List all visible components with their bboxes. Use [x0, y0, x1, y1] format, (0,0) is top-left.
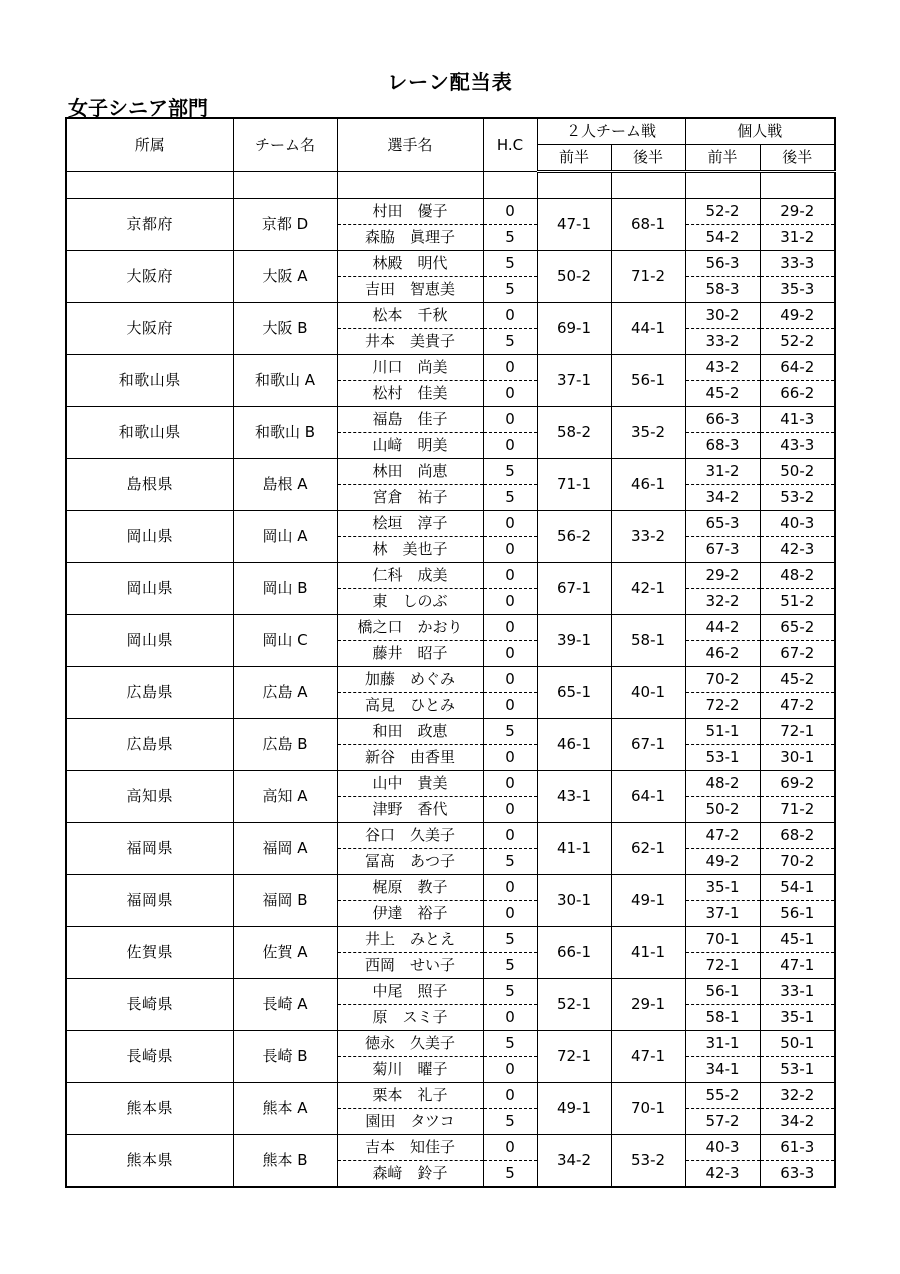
- team-first-half-lane: 39-1: [537, 615, 611, 667]
- indiv-first-half-lane: 34-2: [685, 485, 760, 511]
- header-team-second-half: 後半: [611, 145, 685, 172]
- team-name-cell: 大阪 B: [233, 303, 337, 355]
- table-row: [66, 927, 835, 953]
- indiv-first-half-lane: 44-2: [685, 615, 760, 641]
- player-name-cell: 森脇 眞理子: [337, 225, 483, 251]
- indiv-first-half-lane: 29-2: [685, 563, 760, 589]
- table-row: [66, 511, 835, 537]
- hc-cell: 0: [483, 797, 537, 823]
- player-name-cell: 園田 タツコ: [337, 1109, 483, 1135]
- hc-cell: 0: [483, 511, 537, 537]
- team-name-cell: 広島 A: [233, 667, 337, 719]
- player-name-cell: 松村 佳美: [337, 381, 483, 407]
- affiliation-cell: 広島県: [66, 667, 233, 719]
- table-row: [66, 667, 835, 693]
- affiliation-cell: 熊本県: [66, 1083, 233, 1135]
- indiv-first-half-lane: 35-1: [685, 875, 760, 901]
- player-name-cell: 徳永 久美子: [337, 1031, 483, 1057]
- team-name-cell: 熊本 B: [233, 1135, 337, 1188]
- team-second-half-lane: 33-2: [611, 511, 685, 563]
- player-name-cell: 加藤 めぐみ: [337, 667, 483, 693]
- indiv-first-half-lane: 54-2: [685, 225, 760, 251]
- indiv-second-half-lane: 45-1: [760, 927, 835, 953]
- indiv-first-half-lane: 67-3: [685, 537, 760, 563]
- hc-cell: 5: [483, 485, 537, 511]
- indiv-first-half-lane: 40-3: [685, 1135, 760, 1161]
- hc-cell: 5: [483, 927, 537, 953]
- player-name-cell: 橋之口 かおり: [337, 615, 483, 641]
- indiv-second-half-lane: 48-2: [760, 563, 835, 589]
- player-name-cell: 井本 美貴子: [337, 329, 483, 355]
- team-second-half-lane: 49-1: [611, 875, 685, 927]
- hc-cell: 0: [483, 901, 537, 927]
- section-title: 女子シニア部門: [68, 96, 208, 120]
- indiv-second-half-lane: 69-2: [760, 771, 835, 797]
- hc-cell: 0: [483, 1057, 537, 1083]
- player-name-cell: 冨髙 あつ子: [337, 849, 483, 875]
- hc-cell: 0: [483, 381, 537, 407]
- player-name-cell: 伊達 裕子: [337, 901, 483, 927]
- hc-cell: 0: [483, 407, 537, 433]
- player-name-cell: 桧垣 淳子: [337, 511, 483, 537]
- table-row: [66, 251, 835, 277]
- affiliation-cell: 大阪府: [66, 251, 233, 303]
- hc-cell: 0: [483, 875, 537, 901]
- team-name-cell: 和歌山 B: [233, 407, 337, 459]
- affiliation-cell: 福岡県: [66, 875, 233, 927]
- indiv-second-half-lane: 35-3: [760, 277, 835, 303]
- indiv-first-half-lane: 45-2: [685, 381, 760, 407]
- team-second-half-lane: 44-1: [611, 303, 685, 355]
- indiv-second-half-lane: 52-2: [760, 329, 835, 355]
- indiv-first-half-lane: 49-2: [685, 849, 760, 875]
- indiv-first-half-lane: 70-2: [685, 667, 760, 693]
- team-second-half-lane: 64-1: [611, 771, 685, 823]
- indiv-second-half-lane: 42-3: [760, 537, 835, 563]
- hc-cell: 0: [483, 615, 537, 641]
- team-name-cell: 岡山 A: [233, 511, 337, 563]
- indiv-second-half-lane: 29-2: [760, 199, 835, 225]
- indiv-first-half-lane: 50-2: [685, 797, 760, 823]
- indiv-second-half-lane: 33-1: [760, 979, 835, 1005]
- hc-cell: 5: [483, 329, 537, 355]
- hc-cell: 0: [483, 693, 537, 719]
- indiv-first-half-lane: 53-1: [685, 745, 760, 771]
- player-name-cell: 藤井 昭子: [337, 641, 483, 667]
- player-name-cell: 福島 佳子: [337, 407, 483, 433]
- indiv-second-half-lane: 53-1: [760, 1057, 835, 1083]
- affiliation-cell: 和歌山県: [66, 355, 233, 407]
- indiv-second-half-lane: 51-2: [760, 589, 835, 615]
- indiv-first-half-lane: 31-2: [685, 459, 760, 485]
- player-name-cell: 東 しのぶ: [337, 589, 483, 615]
- player-name-cell: 宮倉 祐子: [337, 485, 483, 511]
- indiv-first-half-lane: 37-1: [685, 901, 760, 927]
- page-title: レーン配当表: [387, 70, 513, 94]
- team-second-half-lane: 46-1: [611, 459, 685, 511]
- team-second-half-lane: 71-2: [611, 251, 685, 303]
- header-player-name: 選手名: [337, 118, 483, 172]
- team-second-half-lane: 67-1: [611, 719, 685, 771]
- lane-table: [65, 117, 836, 1188]
- indiv-second-half-lane: 54-1: [760, 875, 835, 901]
- team-name-cell: 長崎 A: [233, 979, 337, 1031]
- team-first-half-lane: 30-1: [537, 875, 611, 927]
- team-second-half-lane: 47-1: [611, 1031, 685, 1083]
- indiv-first-half-lane: 65-3: [685, 511, 760, 537]
- team-second-half-lane: 41-1: [611, 927, 685, 979]
- table-row: [66, 615, 835, 641]
- team-second-half-lane: 29-1: [611, 979, 685, 1031]
- indiv-second-half-lane: 61-3: [760, 1135, 835, 1161]
- hc-cell: 5: [483, 849, 537, 875]
- affiliation-cell: 佐賀県: [66, 927, 233, 979]
- team-first-half-lane: 56-2: [537, 511, 611, 563]
- hc-cell: 0: [483, 771, 537, 797]
- indiv-second-half-lane: 33-3: [760, 251, 835, 277]
- indiv-first-half-lane: 72-1: [685, 953, 760, 979]
- team-first-half-lane: 71-1: [537, 459, 611, 511]
- indiv-first-half-lane: 30-2: [685, 303, 760, 329]
- hc-cell: 5: [483, 225, 537, 251]
- team-first-half-lane: 72-1: [537, 1031, 611, 1083]
- player-name-cell: 山中 貴美: [337, 771, 483, 797]
- indiv-second-half-lane: 35-1: [760, 1005, 835, 1031]
- indiv-first-half-lane: 66-3: [685, 407, 760, 433]
- indiv-second-half-lane: 50-2: [760, 459, 835, 485]
- indiv-second-half-lane: 71-2: [760, 797, 835, 823]
- affiliation-cell: 島根県: [66, 459, 233, 511]
- player-name-cell: 津野 香代: [337, 797, 483, 823]
- table-row: [66, 1031, 835, 1057]
- indiv-second-half-lane: 53-2: [760, 485, 835, 511]
- team-first-half-lane: 67-1: [537, 563, 611, 615]
- team-name-cell: 岡山 B: [233, 563, 337, 615]
- indiv-first-half-lane: 58-3: [685, 277, 760, 303]
- team-second-half-lane: 53-2: [611, 1135, 685, 1188]
- header-team-name: チーム名: [233, 118, 337, 172]
- affiliation-cell: 長崎県: [66, 979, 233, 1031]
- hc-cell: 0: [483, 589, 537, 615]
- indiv-second-half-lane: 34-2: [760, 1109, 835, 1135]
- player-name-cell: 吉本 知佳子: [337, 1135, 483, 1161]
- indiv-first-half-lane: 48-2: [685, 771, 760, 797]
- team-first-half-lane: 69-1: [537, 303, 611, 355]
- affiliation-cell: 長崎県: [66, 1031, 233, 1083]
- table-row: [66, 199, 835, 225]
- header-indiv-first-half: 前半: [685, 145, 760, 172]
- affiliation-cell: 岡山県: [66, 615, 233, 667]
- team-first-half-lane: 41-1: [537, 823, 611, 875]
- indiv-first-half-lane: 56-3: [685, 251, 760, 277]
- team-first-half-lane: 65-1: [537, 667, 611, 719]
- hc-cell: 5: [483, 953, 537, 979]
- team-name-cell: 佐賀 A: [233, 927, 337, 979]
- team-second-half-lane: 56-1: [611, 355, 685, 407]
- team-name-cell: 熊本 A: [233, 1083, 337, 1135]
- header-two-person: ２人チーム戦: [537, 118, 685, 145]
- indiv-second-half-lane: 68-2: [760, 823, 835, 849]
- team-first-half-lane: 43-1: [537, 771, 611, 823]
- team-second-half-lane: 42-1: [611, 563, 685, 615]
- indiv-second-half-lane: 70-2: [760, 849, 835, 875]
- player-name-cell: 梶原 教子: [337, 875, 483, 901]
- indiv-second-half-lane: 47-1: [760, 953, 835, 979]
- table-row: [66, 407, 835, 433]
- table-body: [66, 172, 835, 1188]
- affiliation-cell: 和歌山県: [66, 407, 233, 459]
- table-row: [66, 1135, 835, 1161]
- indiv-second-half-lane: 31-2: [760, 225, 835, 251]
- hc-cell: 0: [483, 433, 537, 459]
- indiv-first-half-lane: 68-3: [685, 433, 760, 459]
- indiv-first-half-lane: 52-2: [685, 199, 760, 225]
- hc-cell: 0: [483, 1135, 537, 1161]
- team-name-cell: 島根 A: [233, 459, 337, 511]
- player-name-cell: 山﨑 明美: [337, 433, 483, 459]
- affiliation-cell: 熊本県: [66, 1135, 233, 1188]
- hc-cell: 5: [483, 1161, 537, 1188]
- team-name-cell: 岡山 C: [233, 615, 337, 667]
- team-name-cell: 大阪 A: [233, 251, 337, 303]
- affiliation-cell: 岡山県: [66, 511, 233, 563]
- indiv-second-half-lane: 32-2: [760, 1083, 835, 1109]
- player-name-cell: 栗本 礼子: [337, 1083, 483, 1109]
- hc-cell: 0: [483, 537, 537, 563]
- team-second-half-lane: 58-1: [611, 615, 685, 667]
- hc-cell: 0: [483, 745, 537, 771]
- player-name-cell: 菊川 曜子: [337, 1057, 483, 1083]
- indiv-second-half-lane: 50-1: [760, 1031, 835, 1057]
- hc-cell: 0: [483, 641, 537, 667]
- affiliation-cell: 福岡県: [66, 823, 233, 875]
- affiliation-cell: 広島県: [66, 719, 233, 771]
- team-first-half-lane: 37-1: [537, 355, 611, 407]
- player-name-cell: 吉田 智恵美: [337, 277, 483, 303]
- table-row: [66, 1083, 835, 1109]
- table-header: [66, 118, 835, 172]
- team-second-half-lane: 62-1: [611, 823, 685, 875]
- indiv-first-half-lane: 47-2: [685, 823, 760, 849]
- indiv-second-half-lane: 66-2: [760, 381, 835, 407]
- table-row: [66, 459, 835, 485]
- player-name-cell: 林田 尚恵: [337, 459, 483, 485]
- indiv-second-half-lane: 72-1: [760, 719, 835, 745]
- hc-cell: 0: [483, 1005, 537, 1031]
- indiv-second-half-lane: 67-2: [760, 641, 835, 667]
- table-row: [66, 355, 835, 381]
- player-name-cell: 新谷 由香里: [337, 745, 483, 771]
- hc-cell: 0: [483, 1083, 537, 1109]
- team-name-cell: 京都 D: [233, 199, 337, 251]
- team-first-half-lane: 52-1: [537, 979, 611, 1031]
- indiv-second-half-lane: 47-2: [760, 693, 835, 719]
- indiv-second-half-lane: 40-3: [760, 511, 835, 537]
- player-name-cell: 林殿 明代: [337, 251, 483, 277]
- indiv-second-half-lane: 49-2: [760, 303, 835, 329]
- header-indiv-second-half: 後半: [760, 145, 835, 172]
- hc-cell: 5: [483, 979, 537, 1005]
- table-row: [66, 875, 835, 901]
- player-name-cell: 村田 優子: [337, 199, 483, 225]
- hc-cell: 0: [483, 199, 537, 225]
- player-name-cell: 原 スミ子: [337, 1005, 483, 1031]
- indiv-second-half-lane: 56-1: [760, 901, 835, 927]
- team-second-half-lane: 70-1: [611, 1083, 685, 1135]
- indiv-first-half-lane: 31-1: [685, 1031, 760, 1057]
- team-second-half-lane: 35-2: [611, 407, 685, 459]
- indiv-first-half-lane: 32-2: [685, 589, 760, 615]
- hc-cell: 0: [483, 667, 537, 693]
- indiv-first-half-lane: 34-1: [685, 1057, 760, 1083]
- team-second-half-lane: 68-1: [611, 199, 685, 251]
- player-name-cell: 松本 千秋: [337, 303, 483, 329]
- indiv-first-half-lane: 58-1: [685, 1005, 760, 1031]
- team-first-half-lane: 46-1: [537, 719, 611, 771]
- hc-cell: 5: [483, 459, 537, 485]
- team-first-half-lane: 50-2: [537, 251, 611, 303]
- table-row: [66, 823, 835, 849]
- table-row: [66, 979, 835, 1005]
- indiv-first-half-lane: 43-2: [685, 355, 760, 381]
- team-name-cell: 高知 A: [233, 771, 337, 823]
- team-second-half-lane: 40-1: [611, 667, 685, 719]
- header-hc: H.C: [483, 118, 537, 172]
- team-name-cell: 和歌山 A: [233, 355, 337, 407]
- header-affiliation: 所属: [66, 118, 233, 172]
- table-row: [66, 771, 835, 797]
- table-row: [66, 563, 835, 589]
- player-name-cell: 林 美也子: [337, 537, 483, 563]
- indiv-second-half-lane: 41-3: [760, 407, 835, 433]
- indiv-first-half-lane: 33-2: [685, 329, 760, 355]
- indiv-first-half-lane: 57-2: [685, 1109, 760, 1135]
- team-name-cell: 福岡 B: [233, 875, 337, 927]
- player-name-cell: 仁科 成美: [337, 563, 483, 589]
- player-name-cell: 中尾 照子: [337, 979, 483, 1005]
- player-name-cell: 森﨑 鈴子: [337, 1161, 483, 1188]
- indiv-second-half-lane: 43-3: [760, 433, 835, 459]
- team-first-half-lane: 66-1: [537, 927, 611, 979]
- hc-cell: 0: [483, 563, 537, 589]
- table-row: [66, 303, 835, 329]
- team-first-half-lane: 49-1: [537, 1083, 611, 1135]
- indiv-first-half-lane: 56-1: [685, 979, 760, 1005]
- hc-cell: 0: [483, 303, 537, 329]
- team-first-half-lane: 47-1: [537, 199, 611, 251]
- team-first-half-lane: 58-2: [537, 407, 611, 459]
- player-name-cell: 高見 ひとみ: [337, 693, 483, 719]
- player-name-cell: 井上 みとえ: [337, 927, 483, 953]
- indiv-first-half-lane: 42-3: [685, 1161, 760, 1188]
- team-first-half-lane: 34-2: [537, 1135, 611, 1188]
- indiv-second-half-lane: 63-3: [760, 1161, 835, 1188]
- header-individual: 個人戦: [685, 118, 835, 145]
- hc-cell: 0: [483, 355, 537, 381]
- indiv-second-half-lane: 64-2: [760, 355, 835, 381]
- player-name-cell: 西岡 せい子: [337, 953, 483, 979]
- indiv-second-half-lane: 45-2: [760, 667, 835, 693]
- hc-cell: 5: [483, 1109, 537, 1135]
- indiv-first-half-lane: 72-2: [685, 693, 760, 719]
- affiliation-cell: 高知県: [66, 771, 233, 823]
- table-row: [66, 719, 835, 745]
- hc-cell: 5: [483, 277, 537, 303]
- header-team-first-half: 前半: [537, 145, 611, 172]
- indiv-second-half-lane: 30-1: [760, 745, 835, 771]
- affiliation-cell: 京都府: [66, 199, 233, 251]
- hc-cell: 5: [483, 719, 537, 745]
- player-name-cell: 谷口 久美子: [337, 823, 483, 849]
- player-name-cell: 和田 政恵: [337, 719, 483, 745]
- hc-cell: 5: [483, 1031, 537, 1057]
- hc-cell: 0: [483, 823, 537, 849]
- affiliation-cell: 大阪府: [66, 303, 233, 355]
- team-name-cell: 広島 B: [233, 719, 337, 771]
- team-name-cell: 福岡 A: [233, 823, 337, 875]
- indiv-first-half-lane: 46-2: [685, 641, 760, 667]
- player-name-cell: 川口 尚美: [337, 355, 483, 381]
- indiv-second-half-lane: 65-2: [760, 615, 835, 641]
- team-name-cell: 長崎 B: [233, 1031, 337, 1083]
- indiv-first-half-lane: 55-2: [685, 1083, 760, 1109]
- indiv-first-half-lane: 70-1: [685, 927, 760, 953]
- hc-cell: 5: [483, 251, 537, 277]
- indiv-first-half-lane: 51-1: [685, 719, 760, 745]
- affiliation-cell: 岡山県: [66, 563, 233, 615]
